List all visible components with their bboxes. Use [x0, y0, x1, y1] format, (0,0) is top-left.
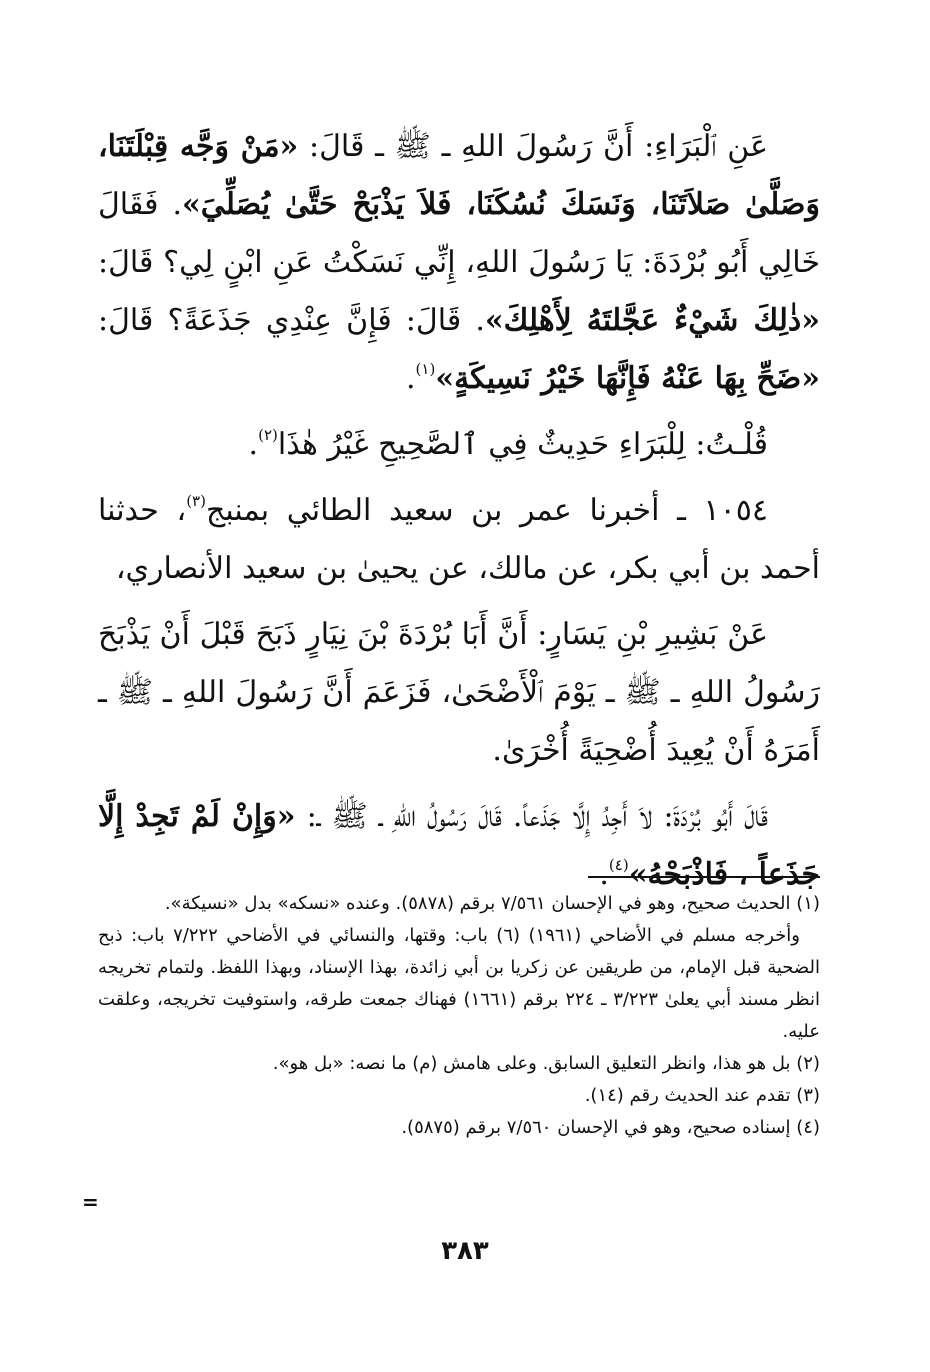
footnote-1-continued: وأخرجه مسلم في الأضاحي (١٩٦١) (٦) باب: وقتها، والنسائي في الأضاحي ٧/٢٢٢ باب: ذبح الضحية قبل الإمام، من طريقين عن زكريا بن أبي زائدة، بهذا الإسناد، وبهذا اللفظ. ولتمام تخريجه انظر مسند أبي يعلىٰ ٣/٢٢٣ ـ ٢٢٤ برقم (١٦٦١) فهناك جمعت طرقه، واستوفيت تخريجه، وعلقت عليه.: [98, 925, 821, 1042]
abu-burda-reply: قَالَ أَبُو بُرْدَةَ: لاَ أَجِدُ إِلَّا جَذَعاً. قَالَ رَسُولُ اللهِ ـ ﷺ ـ: «وَإِنْ لَمْ تَجِدْ إِلَّا جَذَعاً ، فَاذْبَحْهُ»$^{(٤)}$.: [98, 799, 820, 892]
footnote-ref-4: (٤): [608, 856, 629, 874]
narration-middle: . فَقَالَ خَالِي أَبُو بُرْدَةَ: يَا رَسُولَ اللهِ، إِنِّي نَسَكْتُ عَنِ ابْنٍ لِي؟ قَالَ:: [98, 187, 820, 280]
footnote-divider: [588, 876, 820, 878]
prophetic-quote-2: «ذٰلِكَ شَيْءٌ عَجَّلتَهُ لِأَهْلِكَ»: [484, 303, 821, 338]
author-comment: قُلْـتُ: لِلْبَرَاءِ حَدِيثٌ فِي ٱلصَّحِيحِ غَيْرُ هٰذَا$^{(٢)}$.: [248, 426, 768, 462]
footnote-1: (١) الحديث صحيح، وهو في الإحسان ٧/٥٦١ برقم (٥٨٧٨). وعنده «نسكه» بدل «نسيكة».: [164, 893, 820, 914]
footnote-ref-3: (٣): [186, 492, 206, 510]
prophetic-quote-4: «وَإِنْ لَمْ تَجِدْ إِلَّا جَذَعاً ، فَاذْبَحْهُ»: [98, 799, 820, 892]
footnotes: [98, 888, 820, 1144]
hadith-1053-text: عَنِ ٱلْبَرَاءِ: أَنَّ رَسُولَ اللهِ ـ ﷺ ـ قَالَ: «مَنْ وَجَّه قِبْلَتَنَا، وَصَلَّىٰ صَلاَتَنَا، وَنَسَكَ نُسُكَنَا، فَلاَ يَذْبَحْ حَتَّىٰ يُصَلِّيَ». فَقَالَ خَالِي أَبُو بُرْدَةَ: يَا رَسُولَ اللهِ، إِنِّي نَسَكْتُ عَنِ ابْنٍ لِي؟ قَالَ: «ذٰلِكَ شَيْءٌ عَجَّلتَهُ لِأَهْلِكَ». قَالَ: فَإِنَّ عِنْدِي جَذَعَةً؟ قَالَ: «ضَحِّ بِهَا عَنْهُ فَإِنَّهَا خَيْرُ نَسِيكَةٍ»$^{(١)}$.: [98, 129, 821, 396]
page-number: ٣٨٣: [441, 1236, 489, 1266]
footnote-ref-2: (٢): [258, 426, 278, 444]
hadith-1054-matn: عَنْ بَشِيرِ بْنِ يَسَارٍ: أَنَّ أَبَا بُرْدَةَ بْنَ نِيَارٍ ذَبَحَ قَبْلَ أَنْ يَذْبَحَ رَسُولُ اللهِ ـ ﷺ ـ يَوْمَ ٱلْأَضْحَىٰ، فَزَعَمَ أَنَّ رَسُولَ اللهِ ـ ﷺ ـ أَمَرَهُ أَنْ يُعِيدَ أُضْحِيَةً أُخْرَىٰ.: [98, 617, 821, 768]
hadith-1054-isnad: ١٠٥٤ ـ أخبرنا عمر بن سعيد الطائي بمنبج$^{(٣)}$، حدثنا أحمد بن أبي بكر، عن مالك، عن يحيىٰ بن سعيد الأنصاري،: [98, 492, 820, 586]
footnote-2: (٢) بل هو هذا، وانظر التعليق السابق. وعلى هامش (م) ما نصه: «بل هو».: [272, 1053, 820, 1074]
continuation-mark: =: [82, 1190, 99, 1214]
prophetic-quote-3: «ضَحِّ بِهَا عَنْهُ فَإِنَّهَا خَيْرُ نَسِيكَةٍ»: [435, 361, 820, 396]
footnote-3: (٣) تقدم عند الحديث رقم (١٤).: [584, 1085, 820, 1106]
narration-question: . قَالَ: فَإِنَّ عِنْدِي جَذَعَةً؟ قَالَ:: [98, 303, 485, 338]
prophetic-quote-1: «مَنْ وَجَّه قِبْلَتَنَا، وَصَلَّىٰ صَلاَتَنَا، وَنَسَكَ نُسُكَنَا، فَلاَ يَذْبَحْ حَتَّىٰ يُصَلِّيَ»: [98, 129, 820, 222]
footnote-4: (٤) إسناده صحيح، وهو في الإحسان ٧/٥٦٠ برقم (٥٨٧٥).: [401, 1117, 820, 1138]
narration-intro: عَنِ ٱلْبَرَاءِ: أَنَّ رَسُولَ اللهِ ـ ﷺ ـ قَالَ:: [298, 129, 768, 164]
main-text: [98, 118, 820, 904]
footnote-ref-1: (١): [415, 360, 436, 378]
